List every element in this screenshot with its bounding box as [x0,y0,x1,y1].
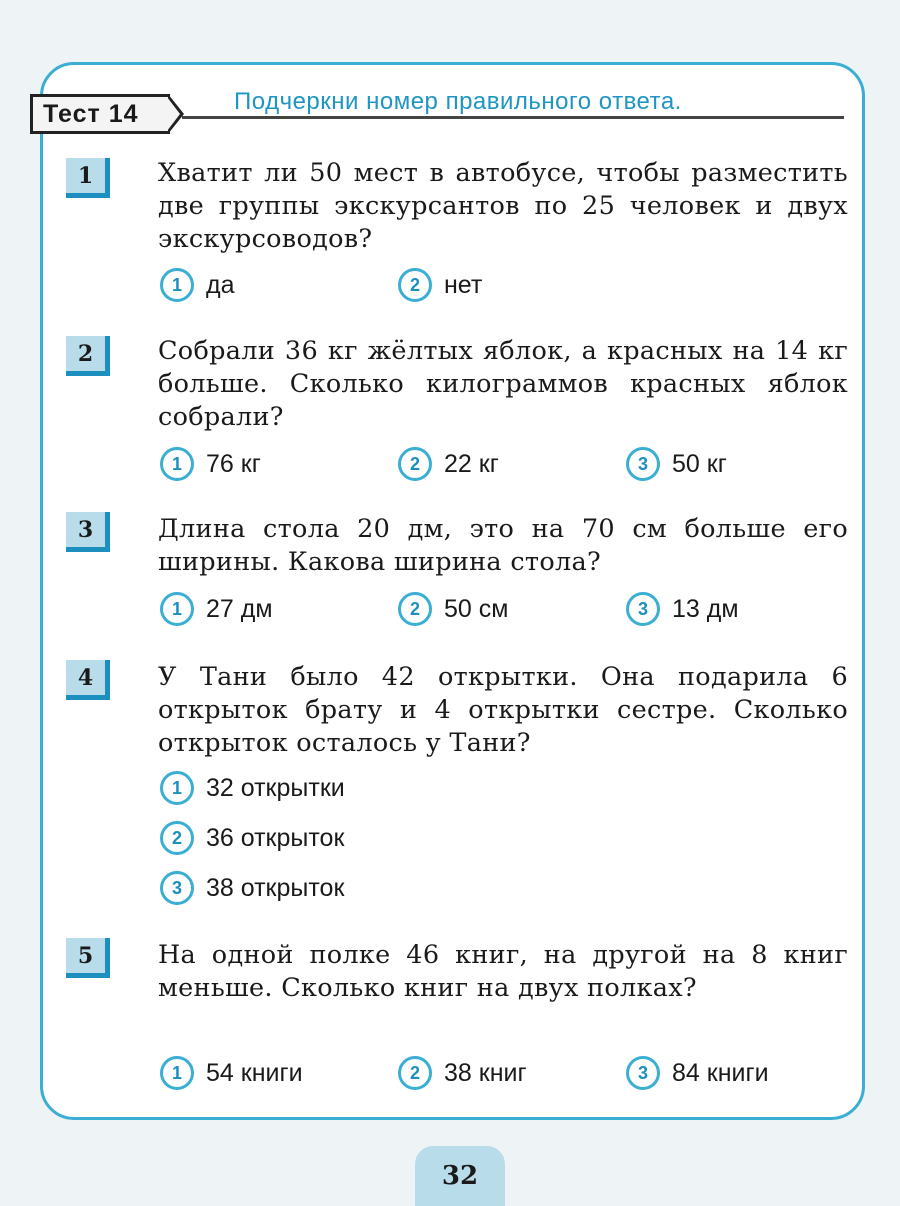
answer-number-circle: 2 [398,268,432,302]
answer-number-circle: 1 [160,447,194,481]
question-number-4: 4 [66,660,110,700]
question-number-1: 1 [66,158,110,198]
answer-number-circle: 1 [160,771,194,805]
answer-1-1[interactable] [160,268,235,302]
answer-2-3[interactable] [626,447,727,481]
answer-number-circle: 2 [398,1056,432,1090]
answer-number-circle: 1 [160,1056,194,1090]
page-number: 32 [415,1146,505,1206]
answer-5-1[interactable] [160,1056,303,1090]
answer-4-3[interactable] [160,871,344,905]
instruction: Подчеркни номер правильного ответа. [228,88,688,116]
answer-number-circle: 3 [626,447,660,481]
header-line [182,116,844,119]
answer-label: 36 открыток [206,823,345,852]
answer-label: 50 кг [672,449,727,478]
answer-5-2[interactable] [398,1056,527,1090]
answer-3-1[interactable] [160,592,273,626]
answer-label: 38 книг [444,1058,527,1087]
answer-number-circle: 3 [626,592,660,626]
answer-4-1[interactable] [160,771,345,805]
question-text-5: На одной полке 46 книг, на другой на 8 книг меньше. Сколько книг на двух полках? [158,940,848,1003]
answer-number-circle: 1 [160,268,194,302]
answer-3-2[interactable] [398,592,508,626]
answer-label: 22 кг [444,449,499,478]
answer-label: 13 дм [672,594,739,623]
answer-2-2[interactable] [398,447,499,481]
answer-3-3[interactable] [626,592,739,626]
answer-number-circle: 2 [398,447,432,481]
question-number-2: 2 [66,336,110,376]
question-number-3: 3 [66,512,110,552]
answer-number-circle: 2 [160,821,194,855]
question-text-2: Собрали 36 кг жёлтых яблок, а красных на 14 кг больше. Сколько килограммов красных яблок собрали? [158,336,848,432]
answer-2-1[interactable] [160,447,261,481]
answer-label: 76 кг [206,449,261,478]
question-text-1: Хватит ли 50 мест в автобусе, чтобы разместить две группы экскурсантов по 25 человек и двух экскурсоводов? [158,158,848,254]
question-number-5: 5 [66,938,110,978]
answer-number-circle: 3 [160,871,194,905]
answer-number-circle: 1 [160,592,194,626]
answer-number-circle: 3 [626,1056,660,1090]
answer-label: 32 открытки [206,773,345,802]
answer-number-circle: 2 [398,592,432,626]
answer-label: нет [444,270,483,299]
answer-4-2[interactable] [160,821,344,855]
answer-label: 27 дм [206,594,273,623]
answer-1-2[interactable] [398,268,482,302]
answer-label: 50 см [444,594,509,623]
answer-label: 38 открыток [206,873,345,902]
test-label-arrow-fill [167,97,180,131]
test-label: Тест 14 [30,94,170,134]
answer-label: 54 книги [206,1058,303,1087]
answer-label: 84 книги [672,1058,769,1087]
question-text-4: У Тани было 42 открытки. Она подарила 6 открыток брату и 4 открытки сестре. Сколько открыток осталось у Тани? [158,662,848,758]
question-text-3: Длина стола 20 дм, это на 70 см больше его ширины. Какова ширина стола? [158,514,848,577]
answer-label: да [206,270,235,299]
answer-5-3[interactable] [626,1056,769,1090]
